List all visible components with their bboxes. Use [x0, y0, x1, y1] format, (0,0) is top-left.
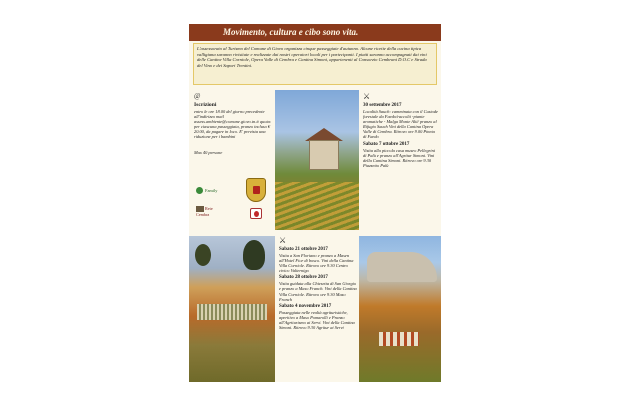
event-item	[279, 247, 359, 273]
event-desc: Visita guidata alla Chiesetta di San Giorgio e pranzo a Maso Franch. Vini della Cantina Villa Corniole. Ritrovo ore 9.30 Maso Franch	[279, 281, 357, 302]
event-flyer	[189, 24, 441, 382]
vineyard-rows	[275, 182, 359, 230]
family-label: Family	[205, 188, 218, 193]
cliff-valley-photo	[359, 236, 441, 382]
municipality-crest-logo	[246, 178, 266, 202]
family-logo	[196, 186, 230, 196]
registration-title: Iscrizioni	[194, 102, 217, 108]
events-column-right	[363, 92, 439, 232]
hiker-icon: ⚔	[279, 236, 287, 245]
event-date: 30 settembre 2017	[363, 103, 402, 108]
event-date: Sabato 21 ottobre 2017	[279, 247, 328, 252]
max-participants: Max 40 persone	[194, 149, 223, 155]
event-date: Sabato 7 ottobre 2017	[363, 141, 410, 147]
heart-logo	[250, 208, 262, 219]
event-item	[279, 304, 359, 330]
vineyard-terrace	[197, 304, 267, 320]
intro-box: L'assessorato al Turismo del Comune di Giovo organizza cinque passeggiate d'autunno. Alcune ricette della cucina tipica valligiana saranno rivisitate e realizzate dai nostri operatori locali per i partecipanti. I piatti saranno accompagnati dai vini delle Cantine Villa Corniole, Opera Valle di Cembra e Cantina Simoni, appartenenti al Consorzio Cembrani D.O.C e Strada del Vino e dei Sapori Trentini.	[193, 43, 437, 85]
village	[379, 332, 419, 346]
event-date: Sabato 4 novembre 2017	[279, 303, 332, 309]
family-icon	[196, 187, 203, 194]
events-column-middle	[279, 236, 359, 382]
event-desc: Visita alla piccola casa museo Pellegrini di Palù e pranzo all'Agritur Simoni. Vini della Cantina Simoni. Ritrovo ore 9.30 Piazzetto Palù	[363, 147, 435, 168]
chapel-vineyard-photo	[275, 90, 359, 230]
hiker-icon: ⚔	[363, 92, 371, 101]
tree-left	[195, 244, 211, 266]
rock-cliff	[367, 252, 437, 282]
event-desc: Visita a San Floriano e pranzo a Masen all'Hotel Fior di bosco. Vini della Cantina Villa Corniole. Ritrovo ore 9.30 Centro civico Valternigo	[279, 253, 354, 274]
event-desc: Passeggiata nelle realtà agrituristiche, aperitivo a Maso Pomarolli e Pranzo all'Agriturismo ai Servi. Vini della Cantina Simoni. Ritrovo 9.30 Agritur ai Servi	[279, 309, 355, 331]
autumn-vineyard-photo	[189, 236, 275, 382]
sponsor-logos	[194, 176, 274, 224]
flyer-title: Movimento, cultura e cibo sono vita.	[189, 24, 441, 41]
event-desc: Località Sauch: camminata con il Custode forestale da Faedo/raccolti -piante aromatiche - Malga Monte Alti/ pranzo al Rifugio Sauch Vini della Cantina Opera Valle di Cembra. Ritrovo ore 9.00 Pineta di Faedo	[363, 109, 438, 140]
event-date: Sabato 28 ottobre 2017	[279, 275, 328, 281]
event-item	[363, 142, 439, 168]
event-item	[363, 103, 439, 140]
chapel-building	[309, 140, 339, 170]
email-icon: @	[194, 92, 201, 100]
tree-right	[243, 240, 265, 270]
registration-text: entro le ore 18.00 del giorno precedente all'indirizzo mail assess.ambiente@comune.giovo.tn.it quota: per ciascuna passeggiata, pranzo incluso € 20.00, da pagare in loco. E' prevista una riduzione per i bambini	[194, 109, 272, 140]
rete-label: Rete Cembra	[196, 206, 213, 218]
rete-logo	[196, 206, 226, 216]
event-item	[279, 275, 359, 301]
